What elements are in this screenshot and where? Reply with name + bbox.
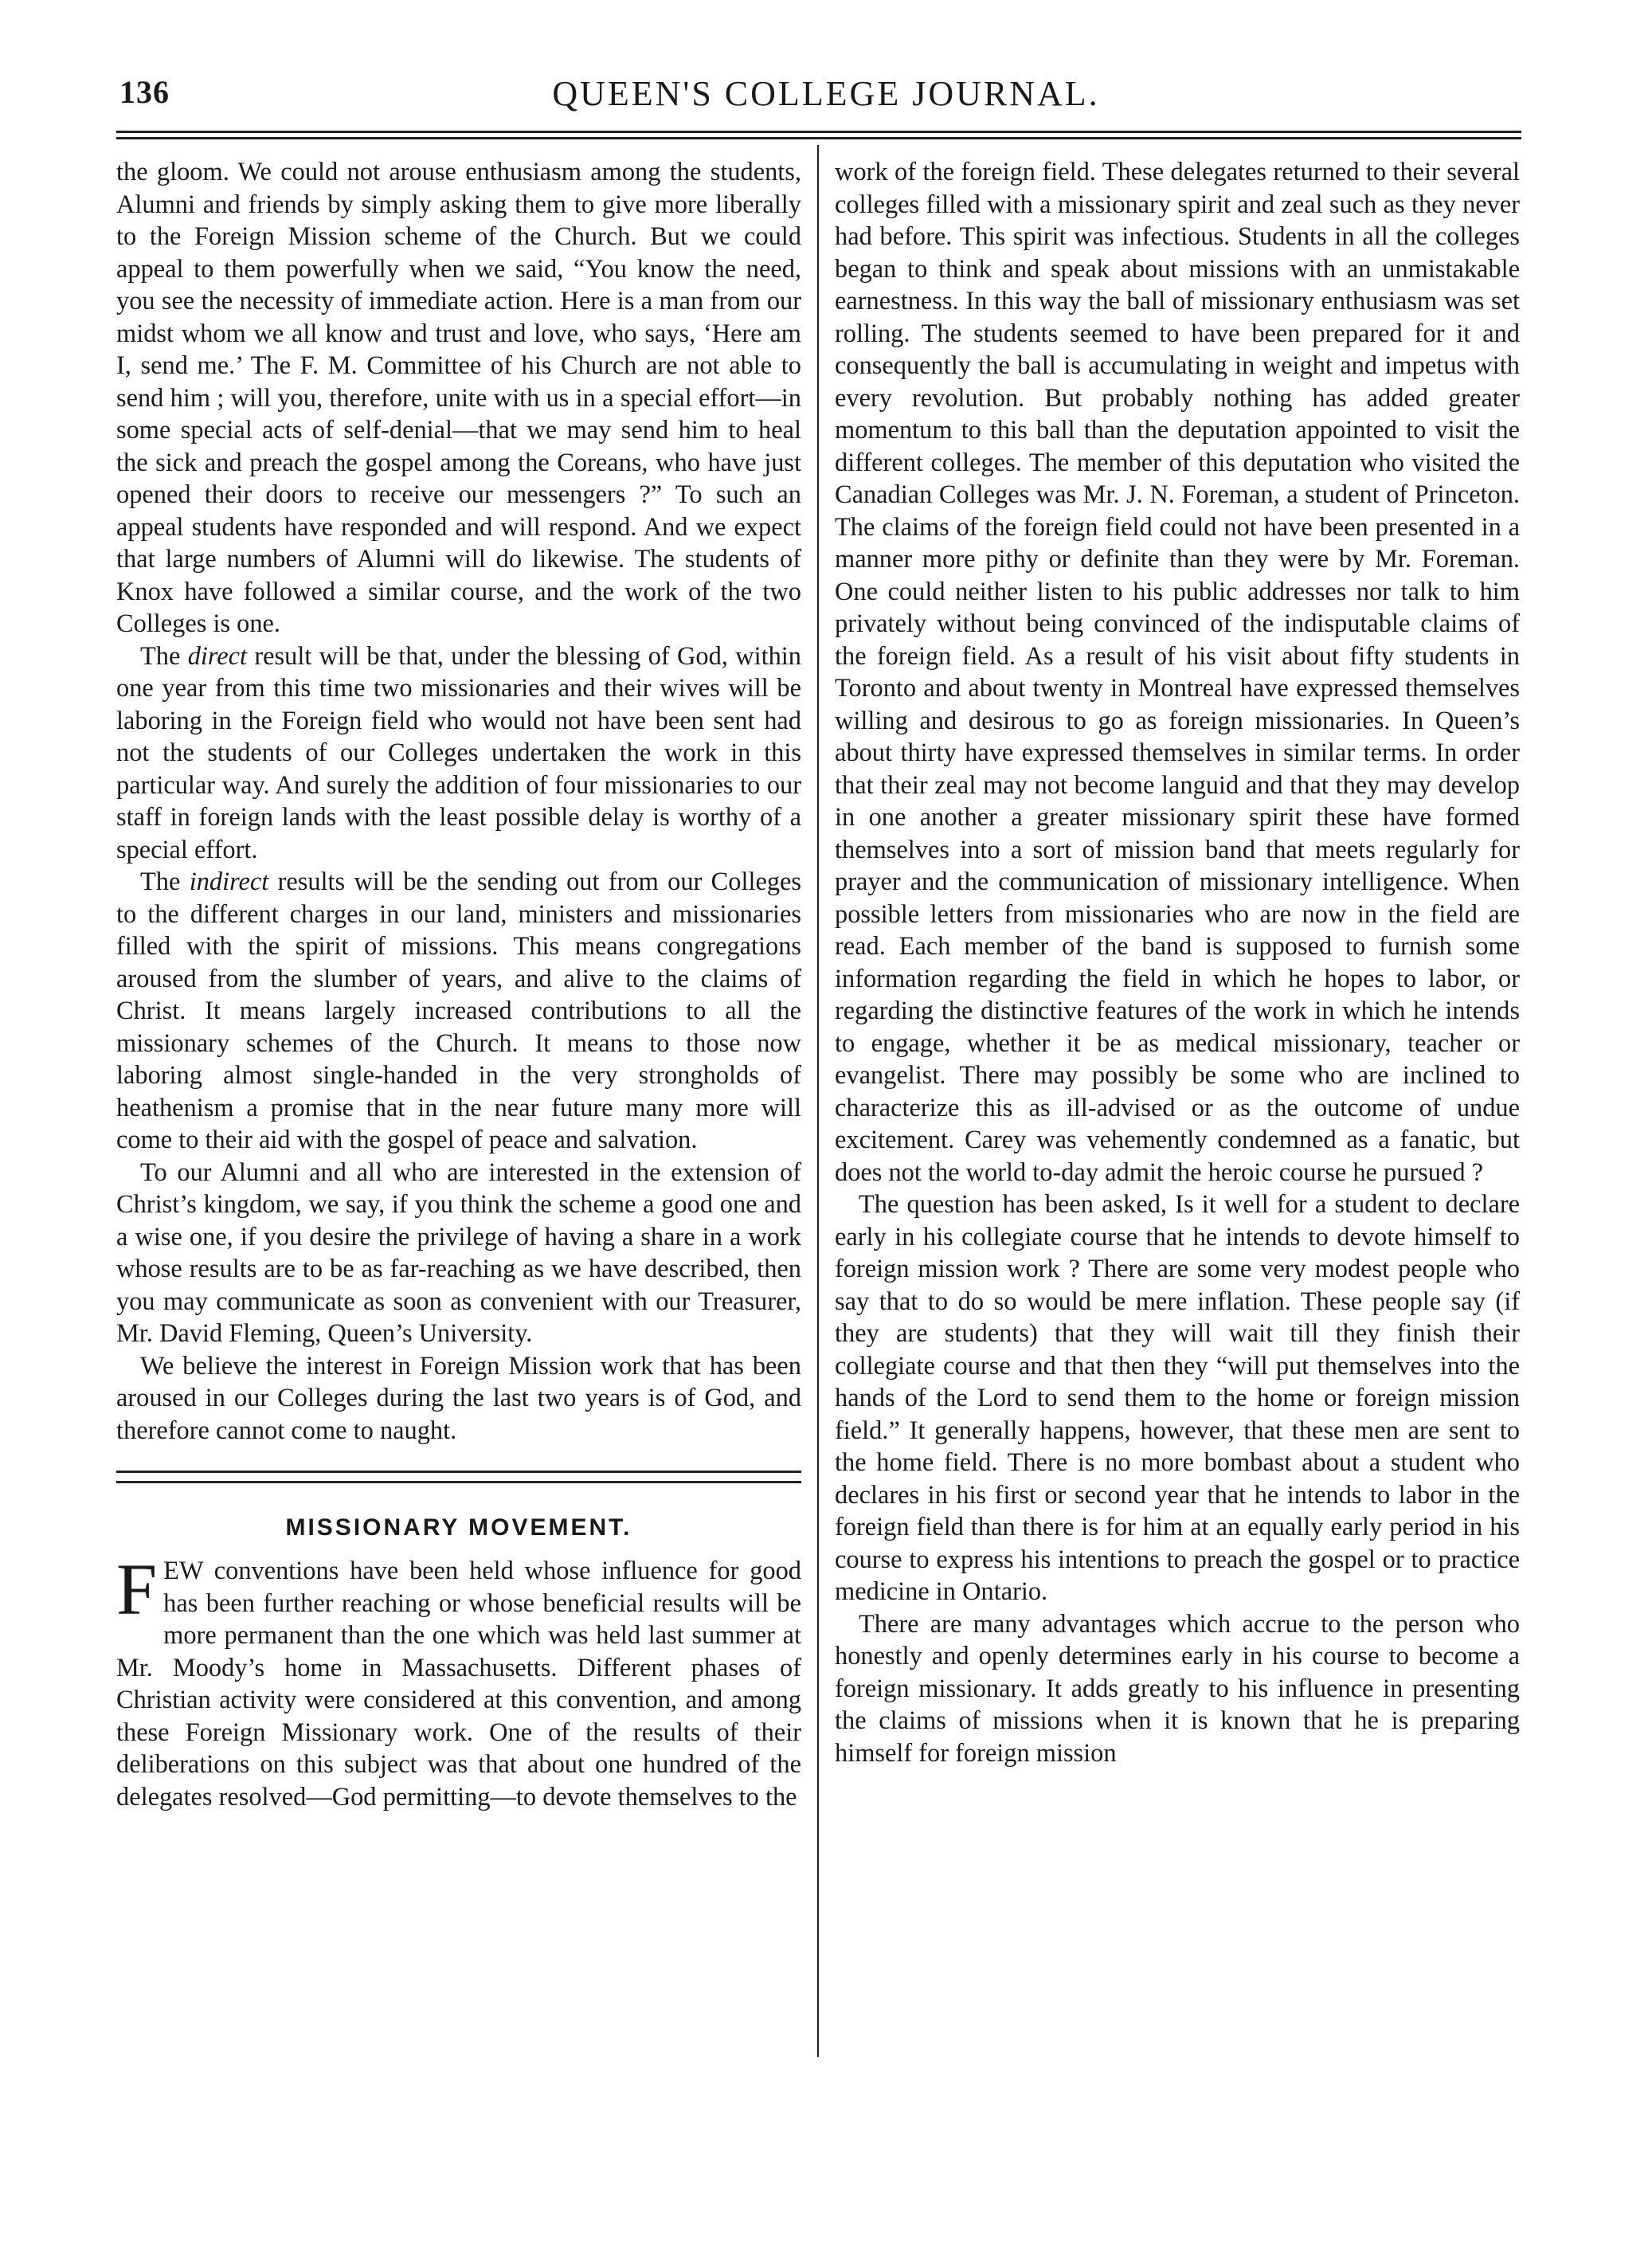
section-body: EW conventions have been held whose influence for good has been further reaching or whose beneficial results will be more permanent than the one which was held last summer at Mr. Moody’s home in Massachusetts. Different phases of Christian activity were considered at this convention, and among these Foreign Missionary work. One of the results of their deliberations on this subject was that about one hundred of the delegates resolved—God permitting—to devote themselves to the — [116, 1557, 801, 1811]
header-rule-bottom — [116, 137, 1521, 139]
section-title: MISSIONARY MOVEMENT. — [285, 1514, 632, 1541]
direct-lead: The — [140, 641, 188, 671]
paragraph-direct — [116, 640, 801, 867]
paragraph-advantages: There are many advantages which accrue to the person who honestly and openly determines early in his course to become a foreign missionary. It adds greatly to his influence in presenting the claims of missions when it is known that he is preparing himself for foreign mission — [835, 1609, 1520, 1768]
section-divider — [116, 1471, 801, 1483]
indirect-rest: results will be the sending out from our — [268, 868, 711, 896]
paragraph-indirect — [116, 866, 801, 1157]
paragraph-alumni: To our Alumni and all who are interested in the extension of Christ’s kingdom, we say, if you think the scheme a good one and a wise one, if you desire the privilege of having a share in a work whose results are to be as far-reaching as we have described, then you may communicate as soon as convenient with our Treasurer, Mr. David Fleming, Queen’s University. — [116, 1157, 801, 1348]
indirect-body: Colleges to the different charges in our land, ministers and missionaries filled with the spirit of missions. This means congregations aroused from the slumber of years, and alive to the claims of Christ. It means largely increased contributions to all the missionary schemes of the Church. It means to those now laboring almost single-handed in the very strongholds of heathenism a promise that in the near future many more will come to their aid with the gospel of peace and salvation. — [116, 868, 801, 1154]
page-number: 136 — [119, 74, 170, 110]
direct-word: direct — [187, 641, 248, 671]
direct-rest: result will be that, under the blessing of — [247, 641, 677, 671]
paragraph-foreign-field: work of the foreign field. These delegates returned to their several colleges filled with a missionary spirit and zeal such as they never had before. This spirit was infectious. Students in all the colleges began to think and speak about missions with an unmistakable earnestness. In this way the ball of missionary enthusiasm was set rolling. The students seemed to have been prepared for it and consequently the ball is accumulating in weight and impetus with every revolution. But probably nothing has added greater momentum to this ball than the deputation appointed to visit the different colleges. The member of this deputation who visited the Canadian Colleges was Mr. J. N. Foreman, a student of Princeton. The claims of the foreign field could not have been presented in a manner more pithy or definite than they were by Mr. Foreman. One could neither listen to his public addresses nor talk to him privately without being convinced of the indisputable claims of the foreign field. As a result of his visit about fifty students in Toronto and about twenty in Montreal have expressed themselves willing and desirous to go as foreign missionaries. In Queen’s about thirty have expressed themselves in similar terms. In order that their zeal may not become languid and that they may develop in one another a greater missionary spirit these have formed themselves into a sort of mission band that meets regularly for prayer and the communication of missionary intelligence. When possible letters from missionaries who are now in the field are read. Each member of the band is supposed to furnish some information regarding the field in which he hopes to labor, or regarding the distinctive features of the work in which he intends to engage, whether it be as medical missionary, teacher or evangelist. There may possibly be some who are inclined to characterize this as ill-advised or as the outcome of undue excitement. Carey was vehemently condemned as a fanatic, but does not the world to-day admit the heroic course he pursued ? — [835, 158, 1520, 1187]
indirect-word: indirect — [189, 868, 269, 896]
running-title: QUEEN'S COLLEGE JOURNAL. — [552, 74, 1100, 113]
paragraph-believe: We believe the interest in Foreign Mission work that has been aroused in our Colleges during the last two years is of God, and therefore cannot come to naught. — [116, 1351, 801, 1445]
paragraph-question: The question has been asked, Is it well for a student to declare early in his collegiate course that he intends to devote himself to foreign mission work ? There are some very modest people who say that to do so would be mere inflation. These people say (if they are students) that they will wait till they finish their collegiate course and that then they “will put themselves into the hands of the Lord to send them to the home or foreign mission field.” It generally happens, however, that these men are sent to the home field. There is no more bombast about a student who declares in his first or second year that he intends to labor in the foreign field than there is for him at an equally early period in his course to express his intentions to preach the gospel or to practice medicine in Ontario. — [835, 1190, 1520, 1606]
left-column — [116, 156, 801, 1813]
header-rule-top — [116, 131, 1521, 133]
direct-body: God, within one year from this time two missionaries and their wives will be laboring in the Foreign field who would not have been sent had not the students of our Colleges undertaken the work in this particular way. And surely the addition of four missionaries to our staff in foreign lands with the least possible delay is worthy of a special effort. — [116, 641, 801, 864]
column-divider — [817, 145, 819, 2057]
indirect-lead: The — [140, 868, 190, 896]
right-column — [835, 156, 1520, 1769]
paragraph-missionary-movement — [116, 1549, 801, 1813]
drop-cap: F — [116, 1549, 158, 1630]
paragraph-gloom: the gloom. We could not arouse enthusiasm among the students, Alumni and friends by simply asking them to give more liberally to the Foreign Mission scheme of the Church. But we could appeal to them powerfully when we said, “You know the need, you see the necessity of immediate action. Here is a man from our midst whom we all know and trust and love, who says, ‘Here am I, send me.’ The F. M. Committee of his Church are not able to send him ; will you, therefore, unite with us in a special effort—in some special acts of self-denial—that we may send him to heal the sick and preach the gospel among the Coreans, who have just opened their doors to receive our messengers ?” To such an appeal students have responded and will respond. And we expect that large numbers of Alumni will do likewise. The students of Knox have followed a similar course, and the work of the two Colleges is one. — [116, 158, 801, 638]
